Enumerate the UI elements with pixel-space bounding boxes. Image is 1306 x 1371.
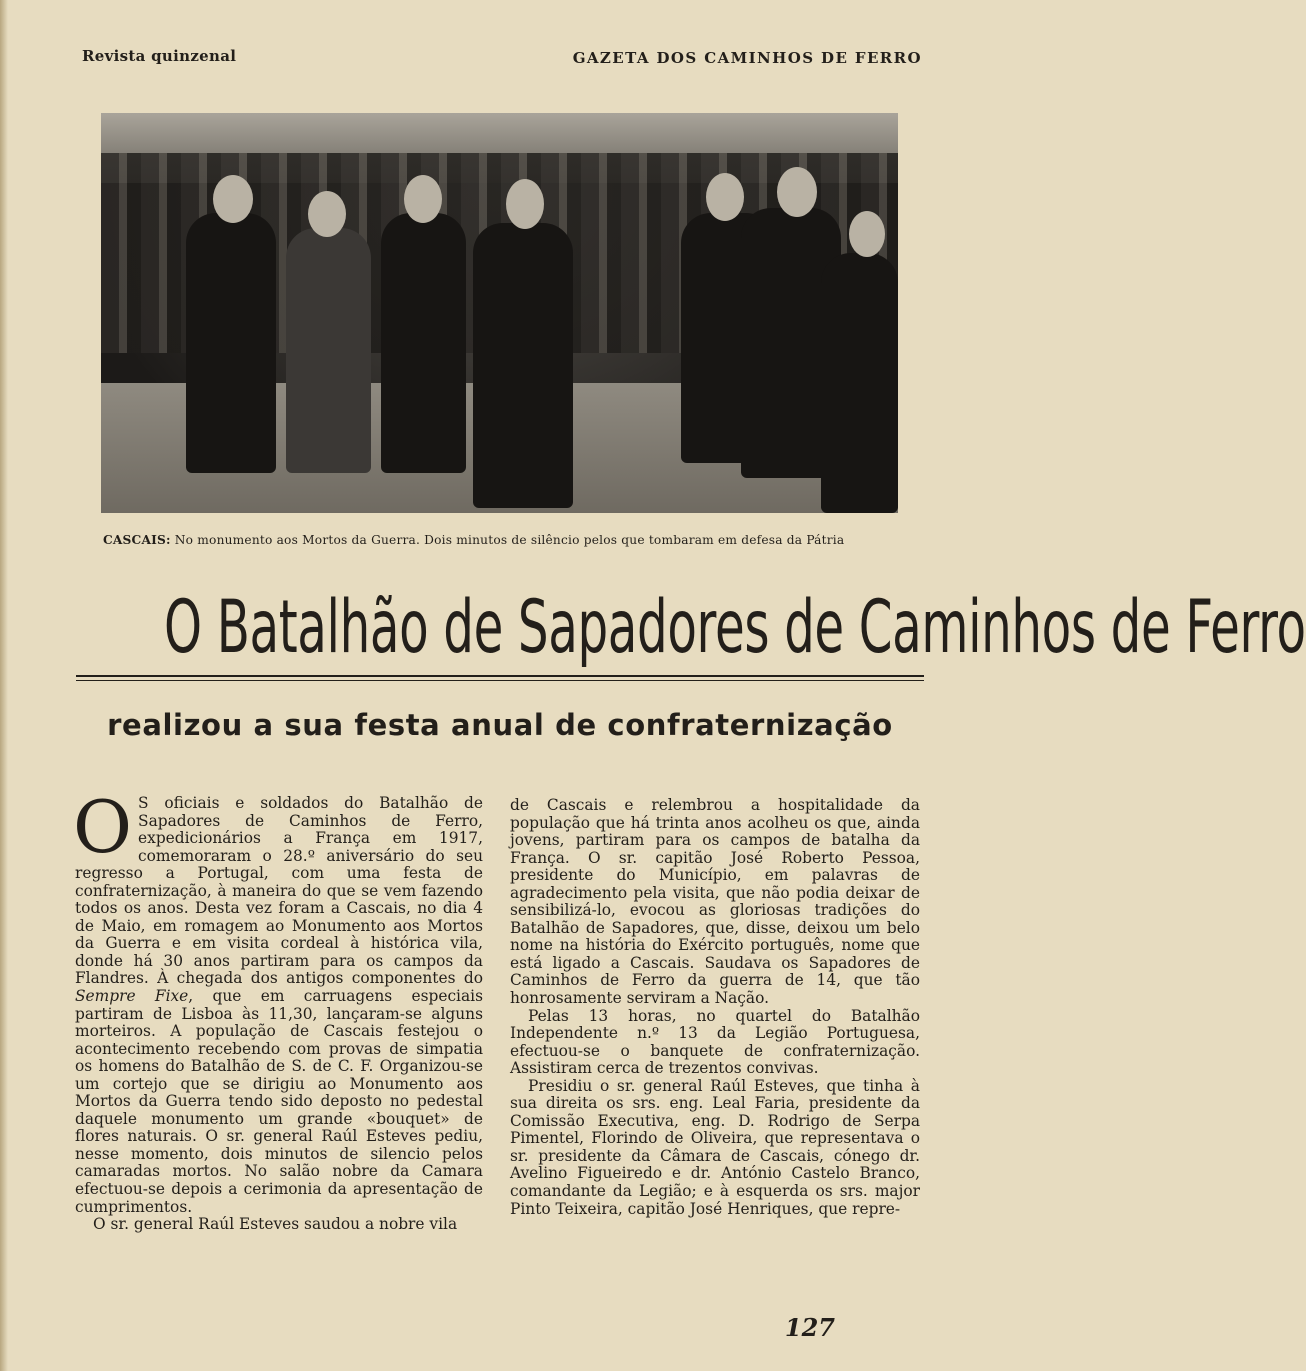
article-paragraph: de Cascais e relembrou a hospitalidade da população que há trinta anos acolheu os que, ainda jovens, partiram para os campos de batalha da França. O sr. capitão José Roberto Pessoa, presidente do Município, em palavras de agradecimento pela visita, que não podia deixar de sensibilizá-lo, evocou as gloriosas tradições do Batalhão de Sapadores, que, disse, deixou um belo nome na história do Exército português, nome que está ligado a Cascais. Saudava os Sapadores de Caminhos de Ferro da guerra de 14, que tão honrosamente serviram a Nação. (510, 796, 920, 1008)
photo-head (506, 179, 544, 229)
photo-figure (286, 228, 371, 473)
title-rule (76, 675, 924, 677)
photo-figure (821, 253, 898, 513)
article-paragraph: O sr. general Raúl Esteves saudou a nobre vila (93, 1215, 458, 1234)
title-rule-thin (76, 680, 924, 681)
running-header-right: GAZETA DOS CAMINHOS DE FERRO (572, 49, 922, 67)
photo-head (777, 167, 817, 217)
caption-text: No monumento aos Mortos da Guerra. Dois minutos de silêncio pelos que tombaram em defesa da Pátria (170, 533, 845, 547)
article-column-right (510, 797, 920, 1218)
caption-location: CASCAIS: (103, 533, 171, 547)
photo-figure (381, 213, 466, 473)
paragraph-italic: Sempre Fixe (75, 987, 189, 1006)
article-paragraph (73, 785, 483, 1216)
drop-cap: O (73, 785, 133, 869)
article-title: O Batalhão de Sapadores de Caminhos de Ferro (164, 583, 1306, 670)
article-paragraph: Presidiu o sr. general Raúl Esteves, que tinha à sua direita os srs. eng. Leal Faria, presidente da Comissão Executiva, eng. D. Rodrigo de Serpa Pimentel, Florindo de Oliveira, que representava o sr. presidente da Câmara de Cascais, cónego dr. Avelino Figueiredo e dr. António Castelo Branco, comandante da Legião; e à esquerda os srs. major Pinto Teixeira, capitão José Henriques, que repre- (510, 1076, 920, 1218)
photo-figure (186, 213, 276, 473)
page-number: 127 (784, 1313, 835, 1342)
photo-head (706, 173, 744, 221)
article-column-left (73, 785, 483, 1234)
crowd-photograph (101, 113, 898, 513)
photo-head (213, 175, 253, 223)
photo-caption (103, 533, 903, 547)
page-edge (0, 0, 8, 1371)
paragraph-text: , que em carruagens especiais partiram de Lisboa às 11,30, lançaram-se alguns morteiros. A população de Cascais festejou o acontecimento recebendo com provas de simpatia os homens do Batalhão de S. de C. F. Organizou-se um cortejo que se dirigiu ao Monumento aos Mortos da Guerra tendo sido deposto no pedestal daquele monumento um grande «bouquet» de flores naturais. O sr. general Raúl Esteves pediu, nesse momento, dois minutos de silencio pelos camaradas mortos. No salão nobre da Camara efectuou-se depois a cerimonia da apresentação de cumprimentos. (75, 987, 483, 1216)
photo-head (404, 175, 442, 223)
photo-head (849, 211, 885, 257)
photo-head (308, 191, 346, 237)
article-paragraph: Pelas 13 horas, no quartel do Batalhão Independente n.º 13 da Legião Portuguesa, efectuou-se o banquete de confraternização. Assistiram cerca de trezentos convivas. (510, 1006, 920, 1078)
paragraph-text: S oficiais e soldados do Batalhão de Sapadores de Caminhos de Ferro, expedicionários a França em 1917, comemoraram o 28.º aniversário do seu regresso a Portugal, com uma festa de confraternização, à maneira do que se vem fazendo todos os anos. Desta vez foram a Cascais, no dia 4 de Maio, em romagem ao Monumento aos Mortos da Guerra e em visita cordeal à histórica vila, donde há 30 anos partiram para os campos da Flandres. À chegada dos antigos componentes do (75, 794, 483, 988)
article-subtitle: realizou a sua festa anual de confraternização (107, 708, 893, 742)
running-header-left: Revista quinzenal (82, 47, 237, 65)
photo-figure (473, 223, 573, 508)
